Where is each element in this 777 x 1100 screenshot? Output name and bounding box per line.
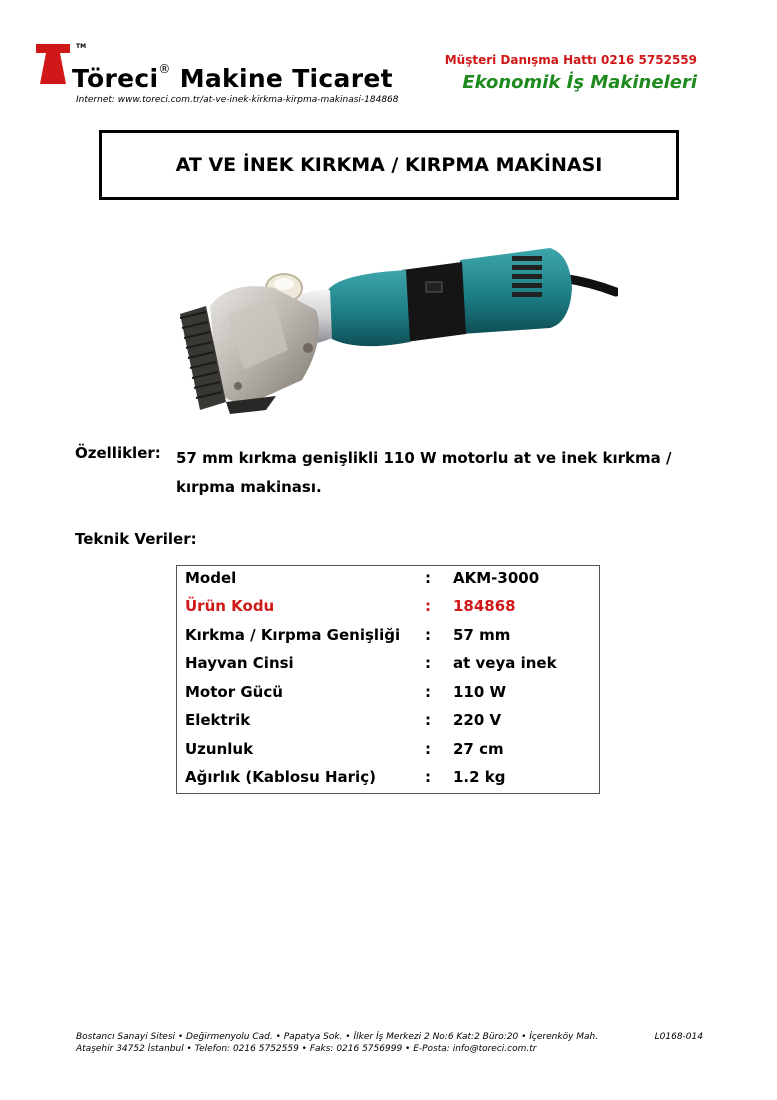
spec-row-model bbox=[177, 566, 599, 594]
spec-row-animal-type bbox=[177, 651, 599, 679]
spec-colon: : bbox=[425, 683, 431, 701]
footer-address-line: Bostancı Sanayi Sitesi • Değirmenyolu Cad. • Papatya Sok. • İlker İş Merkezi 2 No:6 Kat:2 Büro:20 • İçerenköy Mah. bbox=[76, 1032, 599, 1042]
spec-colon: : bbox=[425, 768, 431, 786]
spec-value: 220 V bbox=[453, 711, 502, 729]
features-label: Özellikler: bbox=[75, 444, 161, 462]
spec-row-product-code bbox=[177, 594, 599, 622]
spec-value: 57 mm bbox=[453, 626, 511, 644]
title-box bbox=[99, 130, 679, 200]
spec-label: Ürün Kodu bbox=[185, 597, 275, 615]
page-title: AT VE İNEK KIRKMA / KIRPMA MAKİNASI bbox=[175, 154, 603, 176]
trademark-symbol: TM bbox=[76, 43, 87, 50]
company-name-rest: Makine Ticaret bbox=[179, 64, 393, 93]
company-name-main: Töreci bbox=[72, 64, 159, 93]
spec-row-cutting-width bbox=[177, 623, 599, 651]
spec-value: 184868 bbox=[453, 597, 516, 615]
spec-row-length bbox=[177, 737, 599, 765]
spec-colon: : bbox=[425, 654, 431, 672]
internet-address[interactable]: Internet: www.toreci.com.tr/at-ve-inek-kirkma-kirpma-makinasi-184868 bbox=[76, 95, 399, 105]
company-tagline: Ekonomik İş Makineleri bbox=[462, 72, 697, 93]
customer-hotline: Müşteri Danışma Hattı 0216 5752559 bbox=[444, 53, 697, 67]
spec-label: Elektrik bbox=[185, 711, 251, 729]
clipper-machine-icon bbox=[170, 230, 618, 422]
footer-contact-line: Ataşehir 34752 İstanbul • Telefon: 0216 5752559 • Faks: 0216 5756999 • E-Posta: info@toreci.com.tr bbox=[76, 1044, 537, 1054]
tech-specs-title: Teknik Veriler: bbox=[75, 530, 197, 548]
spec-label: Uzunluk bbox=[185, 740, 254, 758]
spec-label: Model bbox=[185, 569, 237, 587]
spec-colon: : bbox=[425, 597, 431, 615]
spec-value: AKM-3000 bbox=[453, 569, 540, 587]
spec-colon: : bbox=[425, 711, 431, 729]
toreci-logo-icon bbox=[36, 44, 70, 84]
features-description: 57 mm kırkma genişlikli 110 W motorlu at ve inek kırkma / kırpma makinası. bbox=[176, 449, 672, 496]
company-name bbox=[72, 64, 393, 93]
spec-value: at veya inek bbox=[453, 654, 557, 672]
spec-row-electric bbox=[177, 708, 599, 736]
spec-colon: : bbox=[425, 740, 431, 758]
spec-value: 27 cm bbox=[453, 740, 504, 758]
spec-label: Kırkma / Kırpma Genişliği bbox=[185, 626, 401, 644]
spec-colon: : bbox=[425, 626, 431, 644]
spec-row-weight bbox=[177, 765, 599, 793]
spec-value: 1.2 kg bbox=[453, 768, 506, 786]
spec-label: Ağırlık (Kablosu Hariç) bbox=[185, 768, 376, 786]
spec-table bbox=[176, 565, 600, 794]
document-code: L0168-014 bbox=[654, 1032, 703, 1042]
spec-label: Hayvan Cinsi bbox=[185, 654, 294, 672]
spec-label: Motor Gücü bbox=[185, 683, 283, 701]
registered-mark: ® bbox=[158, 62, 171, 76]
spec-colon: : bbox=[425, 569, 431, 587]
spec-row-motor-power bbox=[177, 680, 599, 708]
spec-value: 110 W bbox=[453, 683, 507, 701]
